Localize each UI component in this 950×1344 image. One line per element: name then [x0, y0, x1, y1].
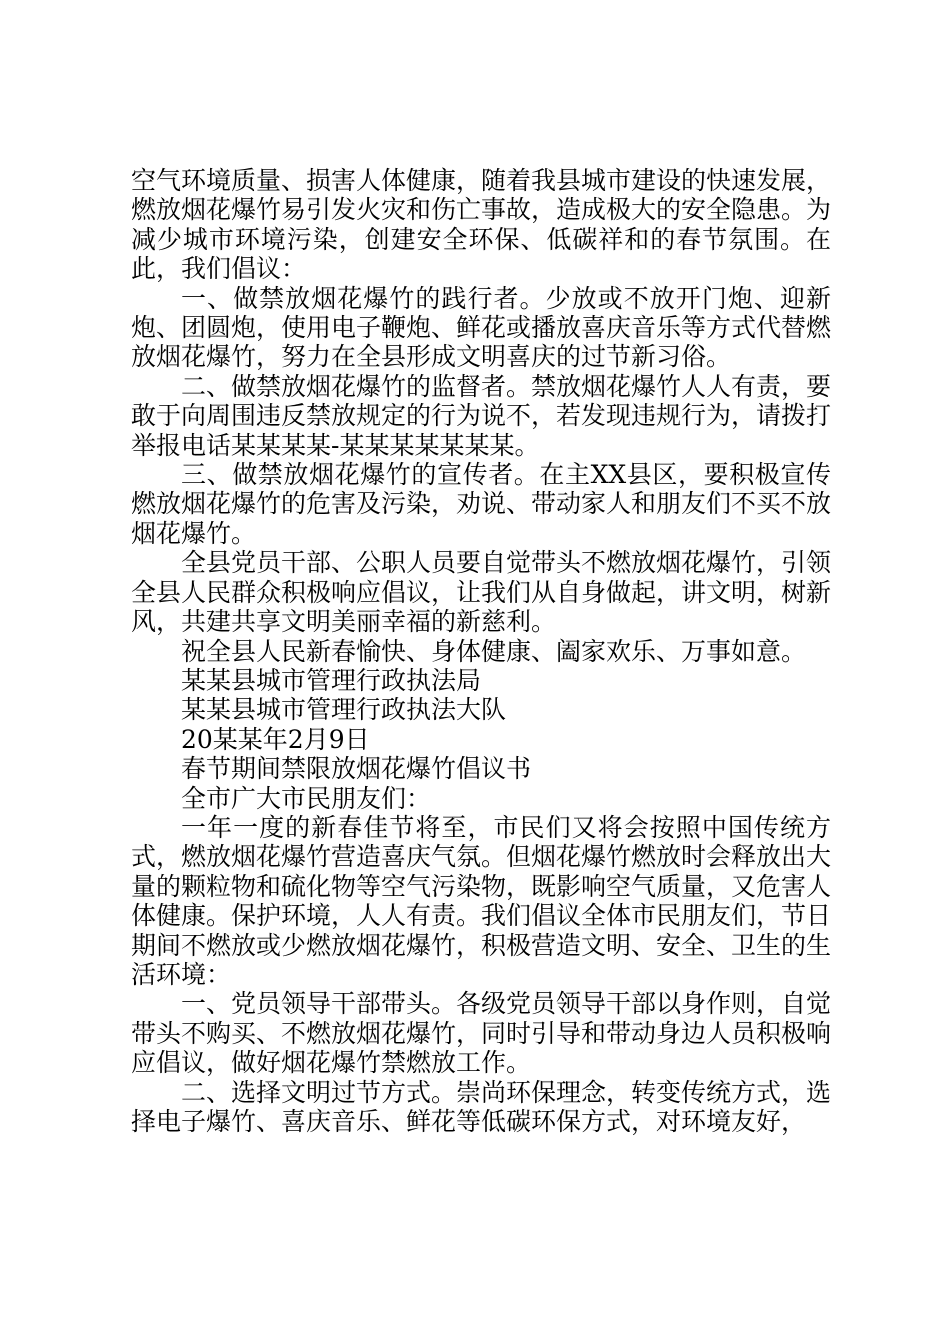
body-paragraph-item-1: 一、做禁放烟花爆竹的践行者。少放或不放开门炮、迎新炮、团圆炮，使用电子鞭炮、鲜花或播放喜庆音乐等方式代替燃放烟花爆竹，努力在全县形成文明喜庆的过节新习俗。	[131, 283, 832, 372]
document-body	[131, 166, 831, 1136]
body-paragraph-item-2: 二、做禁放烟花爆竹的监督者。禁放烟花爆竹人人有责，要敢于向周围违反禁放规定的行为说不，若发现违规行为，请拨打举报电话某某某某-某某某某某某某。	[131, 371, 832, 460]
body-paragraph-call-to-action: 全县党员干部、公职人员要自觉带头不燃放烟花爆竹，引领全县人民群众积极响应倡议，让我们从自身做起，讲文明，树新风，共建共享文明美丽幸福的新慈利。	[131, 548, 832, 637]
second-document-item-2: 二、选择文明过节方式。崇尚环保理念，转变传统方式，选择电子爆竹、喜庆音乐、鲜花等低碳环保方式，对环境友好，	[131, 1077, 832, 1136]
second-document-intro: 一年一度的新春佳节将至，市民们又将会按照中国传统方式，燃放烟花爆竹营造喜庆气氛。但烟花爆竹燃放时会释放出大量的颗粒物和硫化物等空气污染物，既影响空气质量，又危害人体健康。保护环境，人人有责。我们倡议全体市民朋友们，节日期间不燃放或少燃放烟花爆竹，积极营造文明、安全、卫生的生活环境：	[131, 812, 832, 989]
signature-bureau: 某某县城市管理行政执法局	[181, 665, 482, 695]
signature-date: 20某某年2月9日	[181, 724, 370, 754]
signature-brigade: 某某县城市管理行政执法大队	[181, 695, 507, 725]
body-paragraph-intro: 空气环境质量、损害人体健康，随着我县城市建设的快速发展，燃放烟花爆竹易引发火灾和伤亡事故，造成极大的安全隐患。为减少城市环境污染，创建安全环保、低碳祥和的春节氛围。在此，我们倡议：	[131, 166, 832, 284]
second-document-item-1: 一、党员领导干部带头。各级党员领导干部以身作则，自觉带头不购买、不燃放烟花爆竹，同时引导和带动身边人员积极响应倡议，做好烟花爆竹禁燃放工作。	[131, 989, 832, 1078]
second-document-salutation: 全市广大市民朋友们：	[181, 783, 432, 813]
second-document-title: 春节期间禁限放烟花爆竹倡议书	[181, 754, 532, 784]
body-paragraph-item-3: 三、做禁放烟花爆竹的宣传者。在主XX县区，要积极宣传燃放烟花爆竹的危害及污染，劝说、带动家人和朋友们不买不放烟花爆竹。	[131, 460, 832, 548]
body-paragraph-greeting: 祝全县人民新春愉快、身体健康、阖家欢乐、万事如意。	[181, 636, 807, 666]
